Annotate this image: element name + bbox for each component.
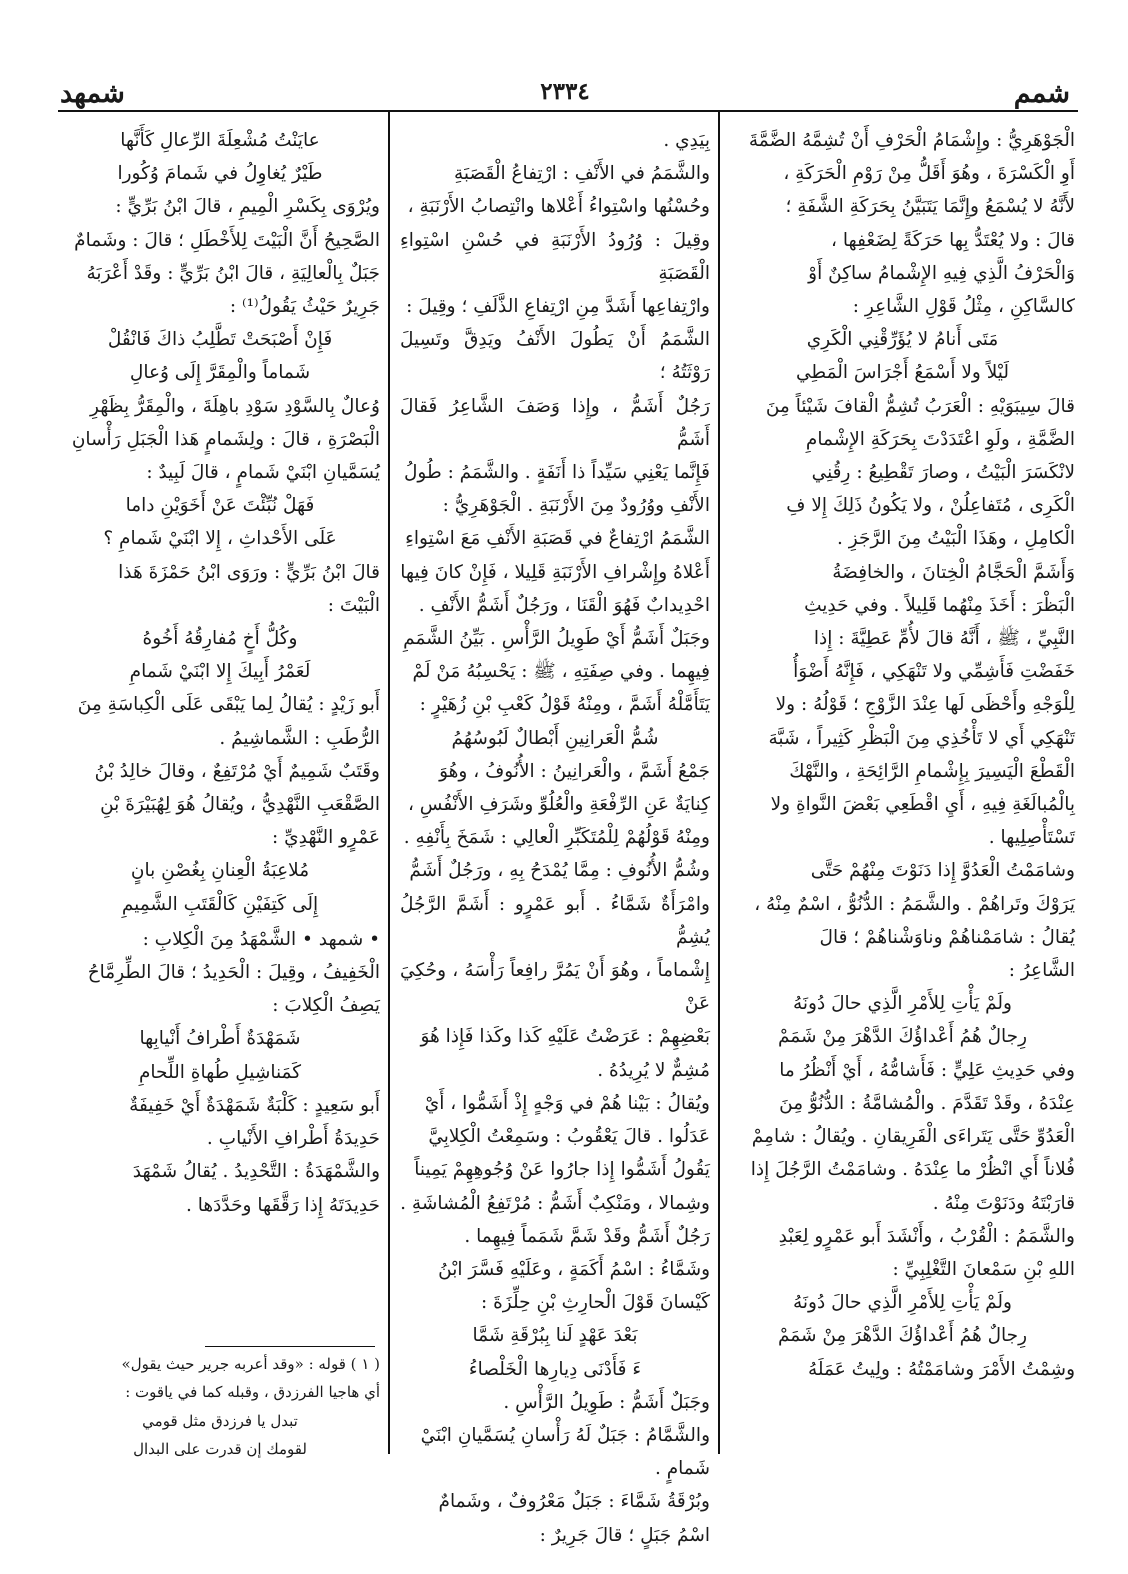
text-line: أَبو زَيْدٍ : يُقالُ لِما يَبْقَى عَلَى الْكِباسَةِ مِنَ [77, 694, 380, 716]
text-line: وجَبَلٌ أَشَمُّ : طَوِيلُ الرَّأْسِ . [503, 1391, 710, 1413]
verse-line: شُمُّ الْعَرانِينِ أَبْطالٌ لَبُوسُهُمُ [451, 727, 659, 749]
text-line: الشَّاعِرُ : [1008, 960, 1075, 982]
text-line: تَنْهَكِي أَي لا تَأْخُذِي مِنَ الْبَظْرِ كَثِيراً ، شَبَّهَ [768, 727, 1075, 749]
text-line: تَسْتَأْصِلِيها . [988, 827, 1075, 849]
text-line: يَتَأَمَّلْهُ أَشَمَّ ، ومِنْهُ قَوْلُ كَعْبِ بْنِ زُهَيْرٍ : [419, 694, 710, 716]
text-line: وجَبَلٌ أَشَمُّ أَيْ طَوِيلُ الرَّأْسِ . بَيِّنُ الشَّمَمِ [403, 628, 710, 650]
text-line: خَفَضْتِ فَأَشِمِّي ولا تَنْهَكِي ، فَإِنَّهُ أَضْوَأُ [793, 661, 1075, 683]
verse-line: لقومك إن قدرت على البدال [133, 1440, 307, 1459]
text-line: الْكامِلِ ، وهَذَا الْبَيْتُ مِنَ الرَّجَزِ . [837, 528, 1075, 550]
text-line: وارْتِفاعِها أَشَدَّ مِنِ ارْتِفاعِ الذَّلَفِ ؛ وقِيلَ : [406, 296, 710, 318]
page-number: ٢٣٣٤ [540, 78, 590, 105]
verse-line: ءَ فَأَدْنَى دِيارِها الْخَلْصاءُ [468, 1358, 642, 1380]
text-line: وشِمْتُ الأَمْرَ وشامَمْتُهُ : ولِيتُ عَمَلَهُ [807, 1358, 1075, 1380]
footnote-rule [205, 1346, 375, 1347]
verse-line: ولَمْ يَأْتِ لِلأَمْرِ الَّذِي حالَ دُونَهُ [792, 993, 1012, 1015]
text-line: قالَ سِيبَوَيْهِ : الْعَرَبُ تُشِمُّ الْقافَ شَيْئاً مِنَ [765, 395, 1075, 417]
verse-line: رِجالٌ هُمُ أَعْداؤُكَ الدَّهْرَ مِنْ شَمَمْ [777, 1325, 1028, 1347]
text-line: وَأَشَمَّ الْحَجَّامُ الْخِتانَ ، والخافِضَةُ [832, 561, 1075, 583]
verse-line: شَمَهْدَةٌ أَطْرافُ أَنْيابِها [139, 1028, 301, 1050]
verse-line: لَعَمْرُ أَبِيكَ إِلا ابْنَيْ شَمامِ [129, 661, 311, 683]
text-line: جَمْعُ أَشَمَّ ، والْعَرانِينُ : الأُنُوفُ ، وهُوَ [439, 760, 710, 782]
text-line: الْقَطْعَ الْيَسِيرَ بِإِشْمامِ الرَّائِحَةِ ، والنَّهْكَ [789, 760, 1075, 782]
text-line: أي هاجيا الفرزدق ، وقبله كما في ياقوت : [125, 1383, 380, 1402]
text-line: عَدَلُوا . قالَ يَعْقُوبُ : وسَمِعْتُ الْكِلابِيَّ [428, 1126, 710, 1148]
text-line: أَبو سَعِيدٍ : كَلْبَةٌ شَمَهْدَةٌ أَيْ خَفِيفَةٌ [129, 1094, 380, 1116]
text-line: كِنايَةٌ عَنِ الرِّفْعَةِ والْعُلُوِّ وشَرَفِ الأَنْفُسِ ، [407, 794, 710, 816]
text-line: أَوِ الْكَسْرَةَ ، وهُوَ أَقَلُّ مِنْ رَوْمِ الْحَرَكَةِ ، [783, 163, 1075, 185]
verse-line: تبدل يا فرزدق مثل قومي [142, 1411, 298, 1430]
text-line: الرُّطَبِ : الشَّماشِيمُ . [219, 727, 380, 749]
text-line: الْبَصْرَةِ ، قالَ : ولِشَمامٍ هَذا الْجَبَلِ رَأْسانِ [71, 428, 380, 450]
text-line: الْخَفِيفُ ، وقِيلَ : الْحَدِيدُ ؛ قالَ الطِّرِمَّاحُ [87, 962, 380, 984]
verse-line: عَلَى الأَحْداثِ ، إِلا ابْنَيْ شَمامِ ؟ [103, 528, 337, 550]
text-line: قالَ : ولا يُعْتَدُّ بِها حَرَكَةً لِضَعْفِها ، [831, 229, 1075, 251]
text-line: مُشِمٌّ لا يُرِيدُهُ . [597, 1059, 710, 1081]
verse-line: لَيْلاً ولا أَسْمَعُ أَجْرَاسَ الْمَطِي [795, 362, 1010, 384]
text-line: يُسَمَّيانِ ابْنَيْ شَمامٍ ، قالَ لَبِيدٌ : [146, 462, 380, 484]
text-line: ويُقالُ : بَيْنا هُمْ في وَجْهٍ إِذْ أَشَمُّوا ، أَيْ [424, 1092, 710, 1114]
verse-line: بَعْدَ عَهْدٍ لَنا بِبُرْقَةِ شَمَّا [472, 1325, 638, 1347]
text-line: وفي حَدِيثِ عَلِيٍّ : فَأَشامُّهُ ، أَيْ أَنْظُرُ ما [779, 1059, 1075, 1081]
text-line: لانْكَسَرَ الْبَيْتُ ، وصارَ تَقْطِيعُ : رِقُنِي [811, 462, 1075, 484]
header-rule [58, 110, 1078, 112]
text-line: الضَّمَّةِ ، ولَوِ اعْتَدَدْتَ بِحَرَكَةِ الإِشْمامِ [805, 428, 1075, 450]
text-line: فُلاناً أَي انْظُرْ ما عِنْدَهُ . وشامَمْتُ الرَّجُلَ إِذا [750, 1159, 1075, 1181]
text-line: فَإِنَّما يَعْنِي سَيِّداً ذا أَنَفَةٍ . والشَّمَمُ : طُولُ [403, 462, 710, 484]
text-line: الْكَرِى ، مُتَفاعِلُنْ ، ولا يَكُونُ ذَلِكَ إِلا فِ [786, 495, 1075, 517]
text-column-middle [400, 124, 710, 1546]
text-line: بِيَدِي . [663, 130, 710, 151]
text-line: لأَنَّهُ لا يُسْمَعُ وإِنَّمَا يَتَبَيَّنُ بِحَرَكَةِ الشَّفَةِ ؛ [785, 196, 1075, 218]
footnote [60, 1350, 380, 1464]
text-line: كَيْسانَ قَوْلَ الْحارِثِ بْنِ حِلِّزَةَ : [481, 1292, 710, 1314]
text-line: والشَّمَمُ في الأَنْفِ : ارْتِفاعُ الْقَصَبَةِ [453, 163, 710, 185]
text-line: أَعْلاهُ وإِشْرافِ الأَرْنَبَةِ قَلِيلا ، فَإِنْ كانَ فِيها [400, 561, 710, 583]
text-line: ( ١ ) قوله : «وقد أعربه جرير حيث يقول» [121, 1355, 380, 1373]
text-line: قارَبْتَهُ ودَنَوْتَ مِنْهُ . [932, 1192, 1075, 1214]
text-line: بَعْضِهِمْ : عَرَضْتُ عَلَيْهِ كَذا وكَذا فَإِذا هُوَ [420, 1026, 710, 1048]
verse-line: كَمَناشِيلِ طُهاةِ اللِّحامِ [138, 1061, 302, 1083]
text-line: وبُرْقَةُ شَمَّاءَ : جَبَلٌ مَعْرُوفٌ ، وشَمامٌ [438, 1491, 710, 1513]
text-line: الصَّحِيحُ أَنَّ الْبَيْتَ لِلأَخْطَلِ ؛ قالَ : وشَمامٌ [74, 229, 380, 251]
text-line: الْجَوْهَرِيُّ : وإِشْمَامُ الْحَرْفِ أَنْ تُشِمَّهُ الضَّمَّةَ [748, 130, 1075, 151]
header-root-word: شمم [1013, 78, 1070, 109]
verse-line: فَهَلْ نُبِّئْتَ عَنْ أَخَوَيْنِ داما [125, 495, 315, 517]
text-column-right [730, 124, 1075, 1454]
text-line: وحُسْنُها واسْتِواءُ أَعْلاها وانْتِصابُ الأَرْنَبَةِ ، [407, 196, 710, 218]
text-line: الأَنْفِ ووُرُودٌ مِنَ الأَرْنَبَةِ . الْجَوْهَرِيُّ : [442, 495, 710, 517]
verse-line: طَيْرٌ يُغاوِلُ في شَمامَ وُكُورا [117, 163, 323, 185]
text-line: رَجُلٌ أَشَمُّ وقَدْ شَمَّ شَمَماً فِيهِما . [464, 1225, 710, 1247]
text-column-left [60, 124, 380, 1342]
text-line: عَمْرٍو النَّهْدِيِّ : [272, 827, 380, 849]
headword-line: • شمهد • الشَّمْهَدُ مِنَ الْكِلابِ : [142, 928, 380, 950]
text-line: يَرَوْكَ وتَراهُمْ . والشَّمَمُ : الدُّنُوُّ ، اسْمٌ مِنْهُ ، [754, 893, 1075, 915]
text-line: وشِمالا ، ومَنْكِبٌ أَشَمُّ : مُرْتَفِعُ الْمُشاشَةِ . [400, 1192, 710, 1214]
text-line: الْبَيْتَ : [327, 594, 380, 616]
text-line: لِلْوَجْهِ وأَحْظَى لَها عِنْدَ الزَّوْجِ ؛ قَوْلُهُ : ولا [775, 694, 1075, 716]
text-line: وقَتَبٌ شَمِيمٌ أَيْ مُرْتَفِعٌ ، وقالَ خالِدُ بْنُ [94, 760, 380, 782]
text-line: النَّبِيِّ ، ﷺ ، أَنَّهُ قالَ لأُمِّ عَطِيَّةَ : إِذا [813, 628, 1075, 650]
text-line: فِيهِما . وفي صِفَتِهِ ، ﷺ : يَحْسِبُهُ مَنْ لَمْ [412, 661, 710, 683]
text-line: وَالْحَرْفُ الَّذِي فِيهِ الإِشْمامُ ساكِنٌ أَوْ [808, 262, 1075, 284]
verse-line: عايَنْتُ مُشْعِلَةَ الرِّعالِ كَأَنَّها [120, 130, 320, 151]
verse-line: وكُلُّ أَخٍ مُفارِقُهُ أَخُوهُ [142, 628, 298, 650]
verse-line: مُلاعِبَةُ الْعِنانِ بِغُصْنِ بانٍ [130, 860, 310, 882]
text-line: يُقالُ : شامَمْناهُمْ وناوَشْناهُمْ ؛ قالَ [819, 926, 1075, 948]
text-line: الْعَدُوِّ حَتَّى يَتَراءَى الْفَرِيقانِ . ويُقالُ : شامِمْ [751, 1126, 1075, 1148]
text-line: قالَ ابْنُ بَرِّيٍّ : ورَوَى ابْنُ حَمْزَةَ هَذا [118, 561, 380, 583]
text-line: كالسَّاكِنِ ، مِثْلُ قَوْلِ الشَّاعِرِ : [852, 296, 1075, 318]
text-line: اللهِ بْنِ سَمْعانَ التَّغْلِبِيِّ : [892, 1258, 1075, 1280]
text-line: ويُرْوَى بِكَسْرِ الْمِيمِ ، قالَ ابْنُ بَرِّيٍّ : [115, 196, 380, 218]
verse-line: شَماماً والْمِقَرَّ إِلَى وُعالِ [129, 362, 311, 384]
text-line: اسْمُ جَبَلٍ ؛ قالَ جَرِيرٌ : [539, 1524, 710, 1546]
column-divider-left [388, 112, 390, 1454]
text-line: حَدِيدَةُ أَطْرافِ الأَنْيابِ . [206, 1128, 380, 1150]
text-line: وشُمُّ الأُنُوفِ : مِمَّا يُمْدَحُ بِهِ ، ورَجُلٌ أَشَمُّ [409, 860, 710, 882]
verse-line: ولَمْ يَأْتِ لِلأَمْرِ الَّذِي حالَ دُونَهُ [792, 1292, 1012, 1314]
page-header [60, 78, 1070, 118]
text-line: الصَّقْعَبِ النَّهْدِيُّ ، ويُقالُ هُوَ لِهُبَيْرَةَ بْنِ [100, 794, 380, 816]
text-line: وشَمَّاءُ : اسْمُ أَكَمَةٍ ، وعَلَيْهِ فَسَّرَ ابْنُ [438, 1258, 710, 1280]
text-line: يَقُولُ أَشَمُّوا إِذا جارُوا عَنْ وُجُوهِهِمْ يَمِيناً [414, 1159, 710, 1181]
text-line: جَرِيرٌ حَيْثُ يَقُولُ⁽¹⁾ : [229, 296, 380, 318]
text-line: الْبَظْرَ : أَخَذَ مِنْهُما قَلِيلاً . وفي حَدِيثِ [804, 594, 1075, 616]
text-line: وامْرَأَةٌ شَمَّاءُ . أَبو عَمْرٍو : أَشَمَّ الرَّجُلُ يُشِمُّ [400, 893, 710, 948]
verse-line: مَتَى أَنامُ لا يُؤَرِّقْنِي الْكَرِي [806, 329, 999, 351]
verse-line: رِجالٌ هُمُ أَعْداؤُكَ الدَّهْرَ مِنْ شَمَمْ [777, 1026, 1028, 1048]
text-line: وُعالٌ بِالسَّوْدِ سَوْدِ باهِلَةَ ، والْمِقَرُّ بِظَهْرِ [90, 395, 380, 417]
text-line: والشَّمْهَدَةُ : التَّحْدِيدُ . يُقالُ شَمْهَدَ [132, 1161, 380, 1183]
text-line: وشامَمْتُ الْعَدُوَّ إِذا دَنَوْتَ مِنْهُمْ حَتَّى [810, 860, 1075, 882]
text-line: حَدِيدَتَهُ إِذا رَقَّقَها وحَدَّدَها . [185, 1194, 380, 1216]
text-line: بِالْمُبالَغَةِ فِيهِ ، أَيِ اقْطَعِي بَعْضَ النَّواةِ ولا [770, 794, 1075, 816]
text-line: وقِيلَ : وُرُودُ الأَرْنَبَةِ في حُسْنِ اسْتِواءِ الْقَصَبَةِ [400, 229, 710, 284]
verse-line: فَإِنْ أَصْبَحَتْ تَطَّلِبُ ذاكَ فَانْقُلْ [107, 329, 333, 351]
text-line: الشَّمَمُ أَنْ يَطُولَ الأَنْفُ ويَدِقَّ وتَسِيلَ رَوْثَتُهُ ؛ [400, 329, 710, 384]
text-line: رَجُلٌ أَشَمُّ ، وإِذا وَصَفَ الشَّاعِرُ فَقالَ أَشَمُّ [400, 395, 710, 450]
column-divider-right [718, 112, 720, 1454]
text-line: والشَّمَّامُ : جَبَلٌ لَهُ رَأْسانِ يُسَمَّيانِ ابْنَيْ [420, 1424, 710, 1446]
verse-line: إِلَى كَتِفَيْنِ كَالْقَتَبِ الشَّمِيمِ [121, 893, 319, 915]
text-line: جَبَلٌ بِالْعالِيَةِ ، قالَ ابْنُ بَرِّيٍّ : وقَدْ أَعْرَبَهُ [86, 262, 380, 284]
text-line: احْدِيدابٌ فَهُوَ الْقَنَا ، ورَجُلٌ أَشَمُّ الأَنْفِ . [418, 594, 710, 616]
text-line: ومِنْهُ قَوْلُهُمْ لِلْمُتَكَبِّرِ الْعالِي : شَمَخَ بِأَنْفِهِ . [403, 827, 710, 849]
text-line: يَصِفُ الْكِلابَ : [272, 995, 380, 1017]
text-line: شَمامٍ . [654, 1458, 710, 1480]
text-line: إِشْماماً ، وهُوَ أَنْ يَمُرَّ رافِعاً رَأْسَهُ ، وحُكِيَ عَنْ [400, 960, 710, 1015]
header-next-root-word: شمهد [60, 78, 125, 109]
text-line: والشَّمَمُ : الْقُرْبُ ، وأَنْشَدَ أَبو عَمْرٍو لِعَبْدِ [778, 1225, 1075, 1247]
text-line: عِنْدَهُ ، وقَدْ تَقَدَّمَ . والْمُشامَّةُ : الدُّنُوُّ مِنَ [779, 1092, 1075, 1114]
text-line: الشَّمَمُ ارْتِفاعٌ في قَصَبَةِ الأَنْفِ مَعَ اسْتِواءِ [405, 528, 710, 550]
